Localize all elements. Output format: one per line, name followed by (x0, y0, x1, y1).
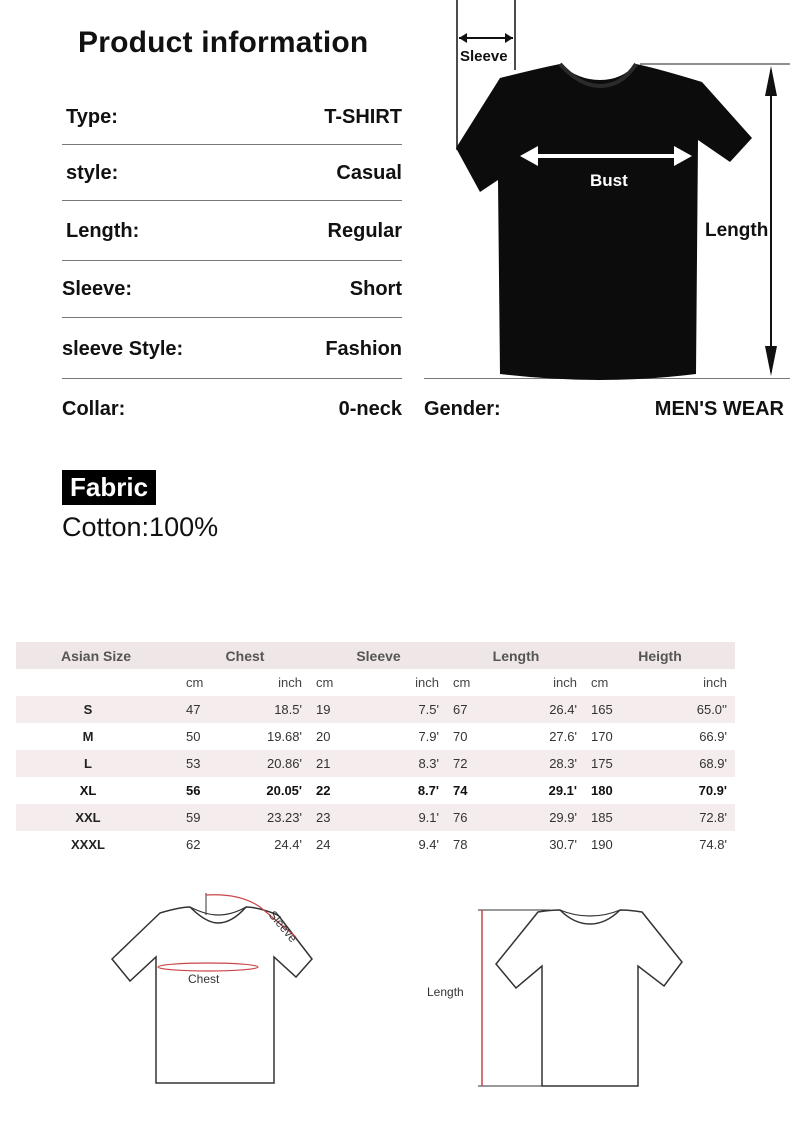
fabric-badge: Fabric (62, 470, 156, 505)
table-cell: 72 (447, 750, 497, 777)
spec-key: Collar: (62, 398, 126, 420)
size-cell: L (16, 750, 180, 777)
sleeve-label: Sleeve (265, 907, 301, 946)
spec-row-style (62, 152, 402, 192)
header-sleeve: Sleeve (310, 642, 447, 669)
size-cell: M (16, 723, 180, 750)
collar-outline (560, 910, 620, 916)
table-cell: 19.68' (230, 723, 310, 750)
header-height: Heigth (585, 642, 735, 669)
product-info-title: Product information (78, 26, 369, 59)
tshirt-photo (440, 0, 790, 385)
spec-key: Length: (66, 220, 140, 242)
table-row (16, 831, 735, 858)
table-cell: 70.9' (635, 777, 735, 804)
table-cell: 185 (585, 804, 635, 831)
table-cell: 29.1' (497, 777, 585, 804)
table-cell: 70 (447, 723, 497, 750)
table-cell: 66.9' (635, 723, 735, 750)
table-cell: 76 (447, 804, 497, 831)
tshirt-outline (496, 910, 682, 1086)
unit-cell: cm (447, 669, 497, 696)
table-cell: 23 (310, 804, 360, 831)
table-cell: 180 (585, 777, 635, 804)
table-cell: 20 (310, 723, 360, 750)
arrow-head (765, 346, 777, 376)
spec-row-type (62, 96, 402, 136)
unit-cell: inch (230, 669, 310, 696)
spec-key: Type: (66, 106, 118, 128)
header-length: Length (447, 642, 585, 669)
units-blank (16, 669, 180, 696)
length-diagram (420, 900, 690, 1095)
table-cell: 23.23' (230, 804, 310, 831)
spec-row-collar (58, 388, 402, 428)
fabric-value: Cotton:100% (62, 512, 219, 542)
unit-cell: inch (635, 669, 735, 696)
table-header-row (16, 642, 735, 669)
table-cell: 19 (310, 696, 360, 723)
unit-cell: inch (497, 669, 585, 696)
gender-key: Gender: (424, 398, 501, 420)
table-cell: 27.6' (497, 723, 585, 750)
table-row (16, 696, 735, 723)
divider (62, 317, 402, 318)
spec-row-sleeve (58, 268, 402, 308)
table-cell: 65.0'' (635, 696, 735, 723)
table-cell: 28.3' (497, 750, 585, 777)
table-cell: 7.9' (360, 723, 447, 750)
table-row (16, 750, 735, 777)
size-table (16, 642, 735, 858)
table-cell: 59 (180, 804, 230, 831)
length-label: Length (427, 985, 464, 999)
table-cell: 20.86' (230, 750, 310, 777)
divider (62, 200, 402, 201)
table-cell: 8.3' (360, 750, 447, 777)
table-cell: 74 (447, 777, 497, 804)
length-label: Length (705, 220, 769, 241)
table-cell: 9.4' (360, 831, 447, 858)
arrow-head (765, 66, 777, 96)
table-cell: 62 (180, 831, 230, 858)
table-cell: 50 (180, 723, 230, 750)
table-cell: 29.9' (497, 804, 585, 831)
table-cell: 170 (585, 723, 635, 750)
spec-value: Short (349, 278, 402, 300)
spec-value: Casual (336, 162, 402, 184)
table-cell: 165 (585, 696, 635, 723)
table-cell: 18.5' (230, 696, 310, 723)
table-cell: 78 (447, 831, 497, 858)
table-cell: 7.5' (360, 696, 447, 723)
unit-cell: cm (180, 669, 230, 696)
divider (62, 144, 402, 145)
table-cell: 20.05' (230, 777, 310, 804)
spec-value: Fashion (325, 338, 402, 360)
arrow-head (459, 33, 467, 43)
table-row (16, 723, 735, 750)
table-cell: 67 (447, 696, 497, 723)
table-cell: 26.4' (497, 696, 585, 723)
size-cell: XXL (16, 804, 180, 831)
table-row (16, 777, 735, 804)
table-cell: 30.7' (497, 831, 585, 858)
table-cell: 21 (310, 750, 360, 777)
table-cell: 74.8' (635, 831, 735, 858)
divider (62, 260, 402, 261)
table-cell: 9.1' (360, 804, 447, 831)
table-cell: 24.4' (230, 831, 310, 858)
size-cell: XXXL (16, 831, 180, 858)
spec-key: Sleeve: (62, 278, 133, 300)
arrow-head (505, 33, 513, 43)
spec-value: Regular (327, 220, 402, 242)
size-cell: XL (16, 777, 180, 804)
table-cell: 68.9' (635, 750, 735, 777)
chest-sleeve-diagram (100, 885, 330, 1090)
table-row (16, 804, 735, 831)
bust-label: Bust (590, 171, 628, 190)
unit-cell: cm (585, 669, 635, 696)
spec-row-sleeve-style (58, 328, 402, 368)
unit-cell: inch (360, 669, 447, 696)
spec-value: 0-neck (338, 398, 402, 420)
table-cell: 8.7' (360, 777, 447, 804)
table-units-row (16, 669, 735, 696)
table-cell: 175 (585, 750, 635, 777)
table-cell: 53 (180, 750, 230, 777)
table-cell: 190 (585, 831, 635, 858)
size-cell: S (16, 696, 180, 723)
table-cell: 47 (180, 696, 230, 723)
header-chest: Chest (180, 642, 310, 669)
unit-cell: cm (310, 669, 360, 696)
header-size: Asian Size (16, 642, 180, 669)
table-cell: 22 (310, 777, 360, 804)
table-cell: 24 (310, 831, 360, 858)
chest-label: Chest (188, 972, 220, 986)
divider (62, 378, 402, 379)
gender-value: MEN'S WEAR (654, 398, 784, 420)
table-cell: 56 (180, 777, 230, 804)
spec-row-length (62, 210, 402, 250)
spec-value: T-SHIRT (324, 106, 402, 128)
spec-key: style: (66, 162, 119, 184)
spec-key: sleeve Style: (62, 338, 184, 360)
sleeve-label: Sleeve (460, 48, 508, 65)
table-cell: 72.8' (635, 804, 735, 831)
